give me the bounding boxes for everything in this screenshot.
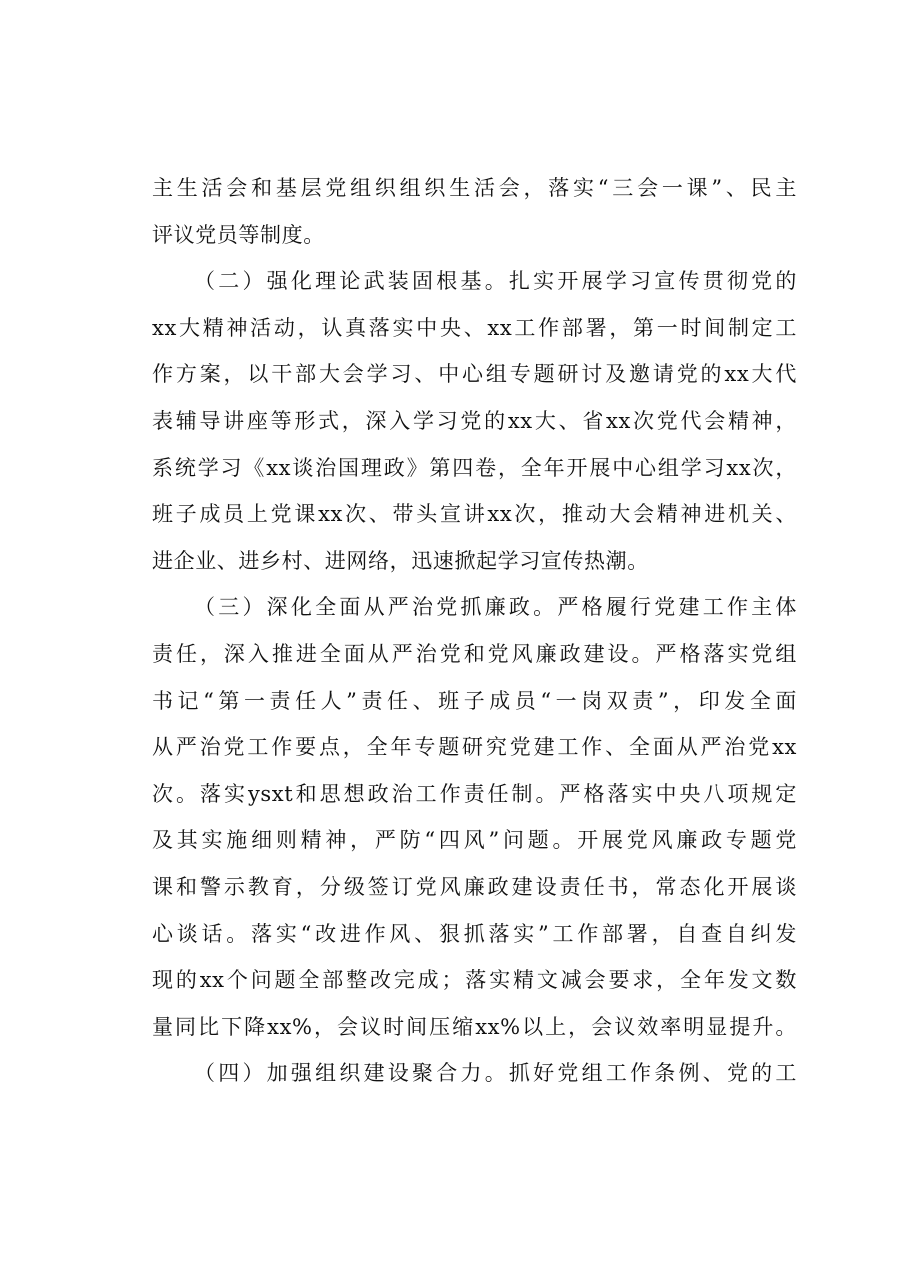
paragraph-line: 现的xx个问题全部整改完成；落实精文减会要求，全年发文数 [152, 968, 797, 993]
paragraph-line: 表辅导讲座等形式，深入学习党的xx大、省xx次党代会精神， [152, 408, 797, 433]
paragraph-line: 书记“第一责任人”责任、班子成员“一岗双责”，印发全面 [152, 688, 797, 713]
paragraph-line: （四）加强组织建设聚合力。抓好党组工作条例、党的工 [194, 1061, 797, 1086]
paragraph-line: 心谈话。落实“改进作风、狠抓落实”工作部署，自查自纠发 [152, 921, 797, 946]
document-body [152, 165, 797, 1097]
paragraph-line: 课和警示教育，分级签订党风廉政建设责任书，常态化开展谈 [152, 874, 797, 899]
paragraph-line: 系统学习《xx谈治国理政》第四卷，全年开展中心组学习xx次， [152, 455, 797, 480]
paragraph-line: 次。落实ysxt和思想政治工作责任制。严格落实中央八项规定 [152, 781, 797, 806]
paragraph-line: （二）强化理论武装固根基。扎实开展学习宣传贯彻党的 [194, 269, 797, 294]
paragraph-line: 主生活会和基层党组织组织生活会，落实“三会一课”、民主 [152, 176, 797, 200]
paragraph-line: 进企业、进乡村、进网络，迅速掀起学习宣传热潮。 [152, 548, 649, 573]
paragraph-line: （三）深化全面从严治党抓廉政。严格履行党建工作主体 [194, 595, 797, 620]
paragraph-line: 责任，深入推进全面从严治党和党风廉政建设。严格落实党组 [152, 641, 797, 666]
paragraph-line: 班子成员上党课xx次、带头宣讲xx次，推动大会精神进机关、 [152, 502, 797, 527]
paragraph-line: 从严治党工作要点，全年专题研究党建工作、全面从严治党xx [152, 735, 797, 760]
paragraph-line: 作方案，以干部大会学习、中心组专题研讨及邀请党的xx大代 [152, 362, 797, 387]
paragraph-line: 量同比下降xx%，会议时间压缩xx%以上，会议效率明显提升。 [152, 1014, 797, 1039]
paragraph-line: 及其实施细则精神，严防“四风”问题。开展党风廉政专题党 [152, 828, 797, 853]
paragraph-line: xx大精神活动，认真落实中央、xx工作部署，第一时间制定工 [152, 315, 797, 340]
paragraph-line: 评议党员等制度。 [152, 222, 325, 247]
